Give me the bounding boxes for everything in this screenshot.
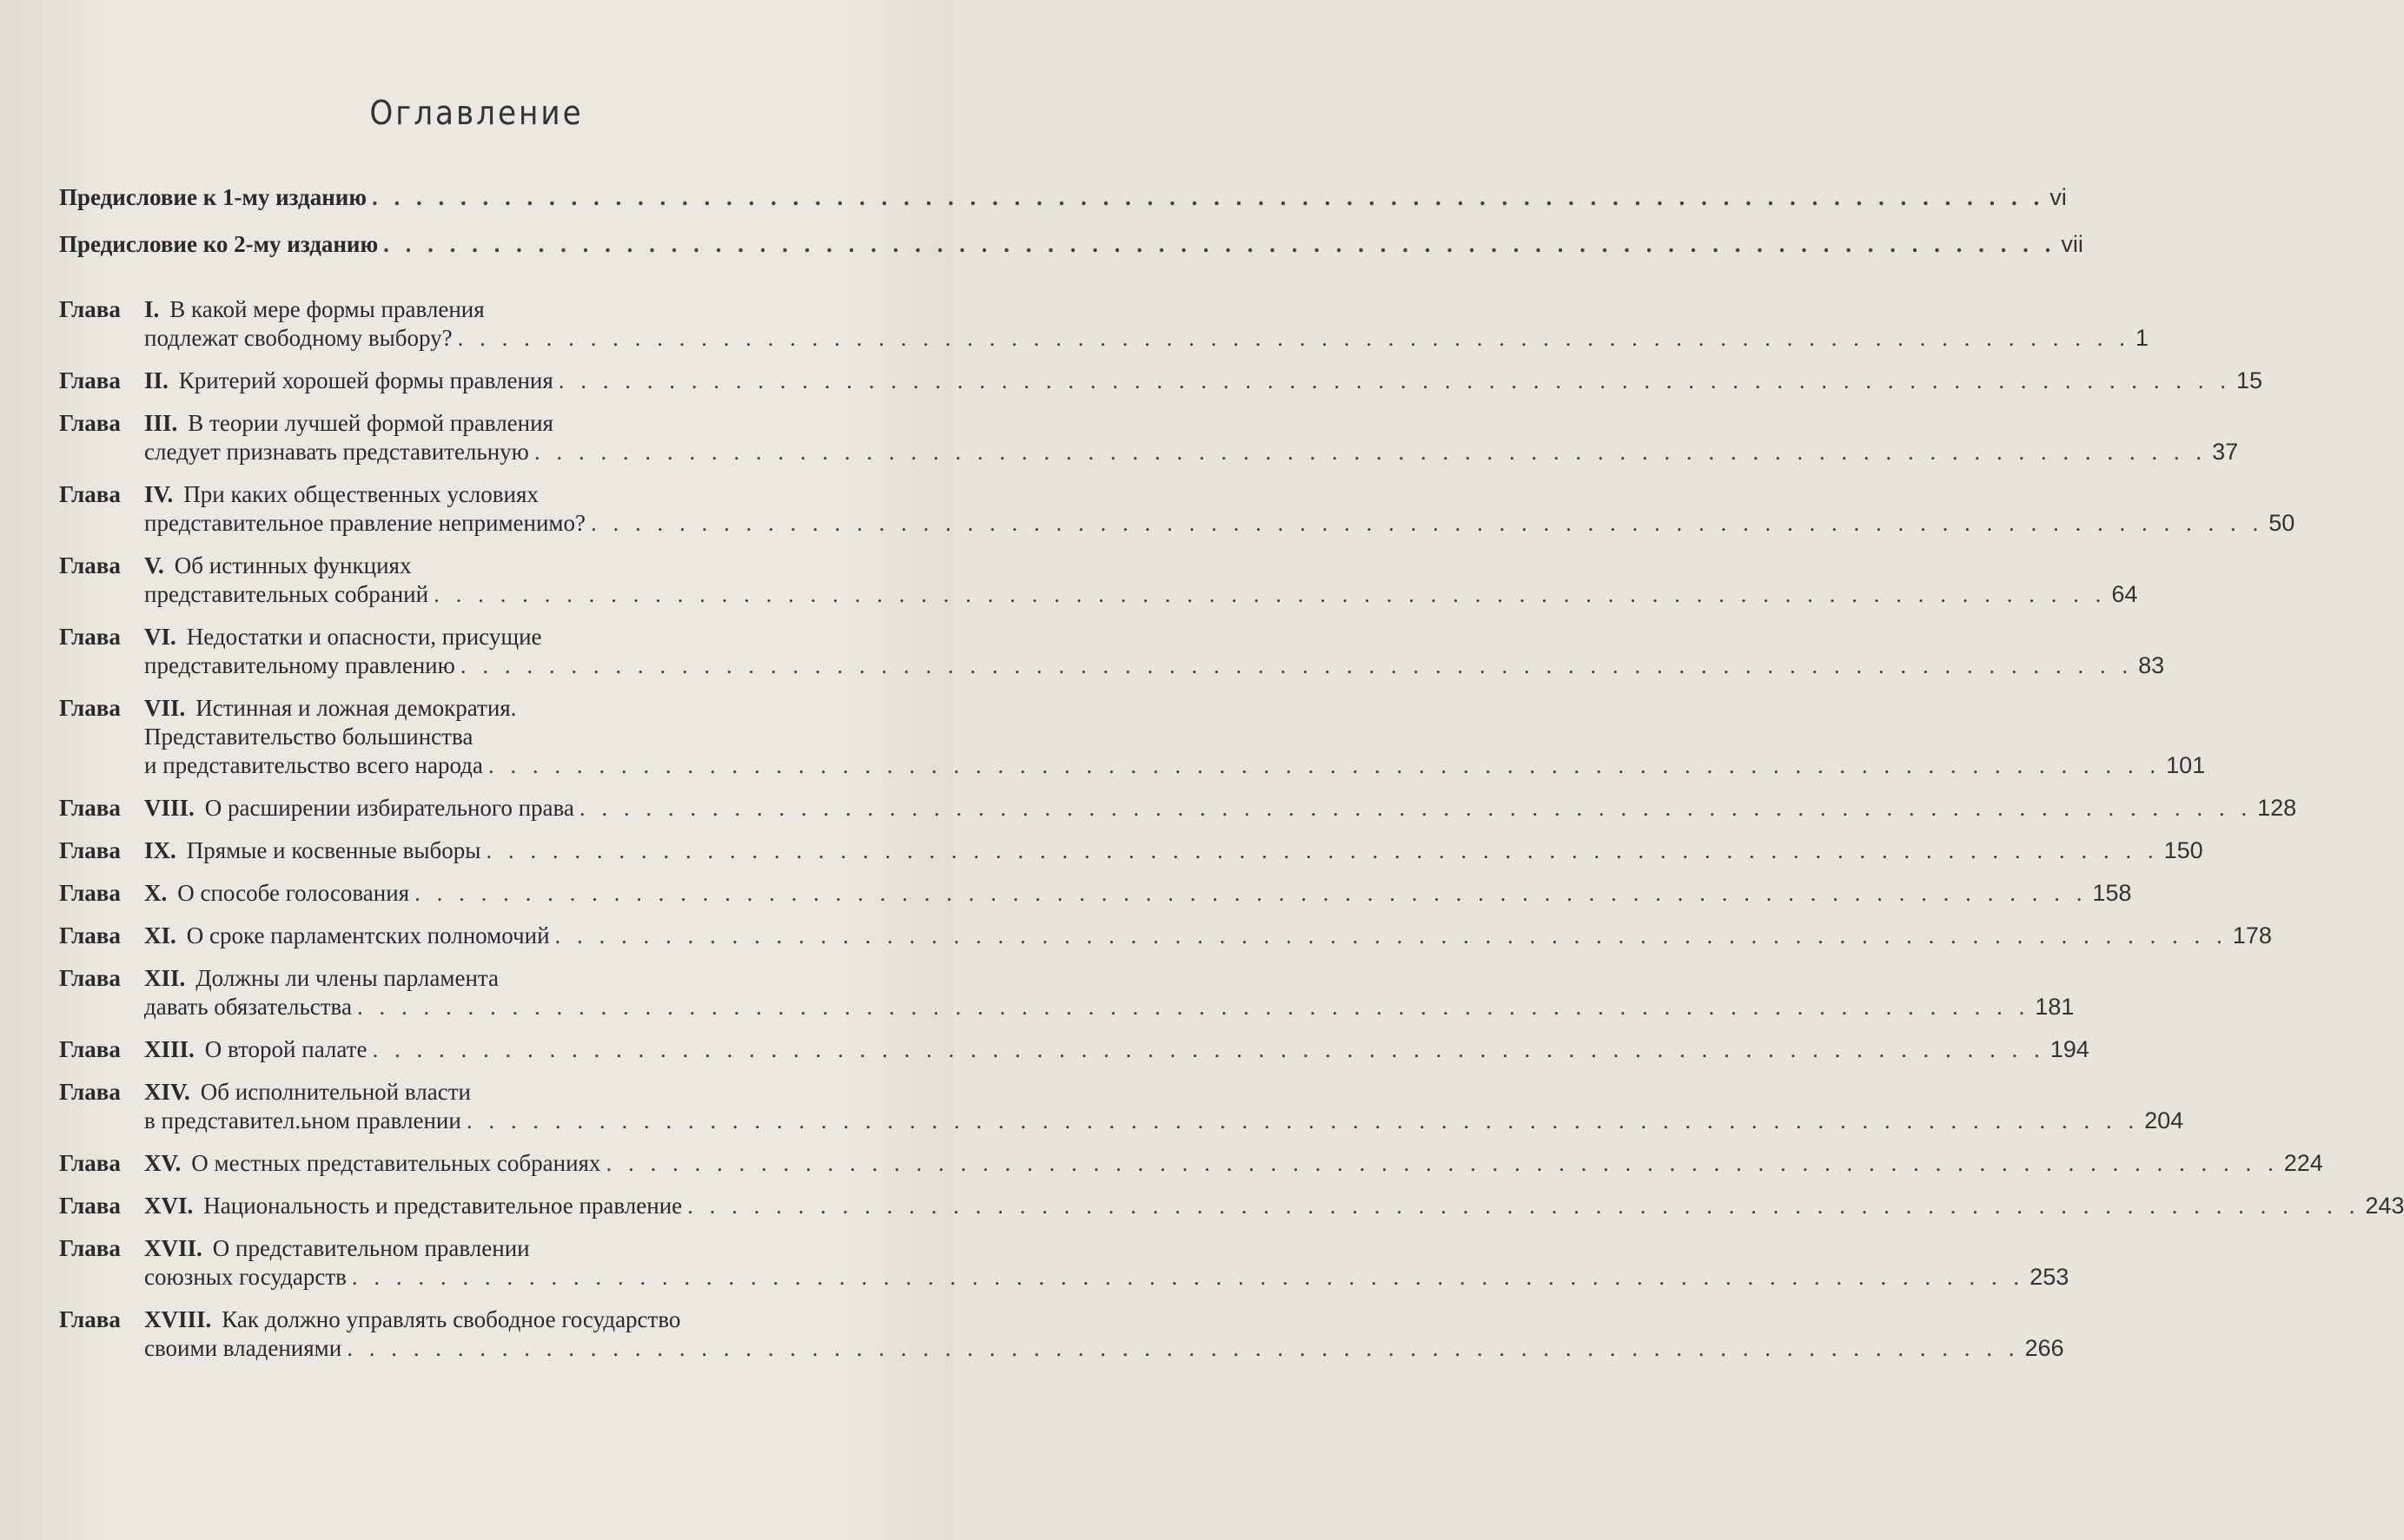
toc-entry-chapter[interactable] (59, 1305, 2064, 1363)
toc-entry-chapter[interactable] (59, 1149, 2323, 1178)
title-line (144, 1334, 2064, 1363)
entry-title: Предисловие ко 2-му изданию (59, 231, 379, 257)
title-line (144, 1107, 2184, 1135)
leader-dots (591, 509, 2263, 538)
chapter-label: Глава (59, 1235, 121, 1261)
chapter-number: I. (144, 296, 160, 322)
entry-title: Прямые и косвенные выборы (186, 837, 481, 863)
title-continuation (144, 509, 2295, 538)
chapter-number: X. (144, 880, 168, 906)
page-number: vii (2061, 231, 2083, 257)
title-line (144, 580, 2138, 609)
page-number: 150 (2163, 837, 2203, 863)
entry-title: Недостатки и опасности, присущие (186, 624, 542, 650)
toc-entry-chapter[interactable] (59, 409, 2239, 466)
chapter-label: Глава (59, 481, 121, 507)
chapter-label: Глава (59, 1079, 121, 1105)
title-continuation (144, 438, 2239, 466)
entry-title: своими владениями (144, 1335, 342, 1361)
leader-dots (534, 438, 2207, 466)
leader-dots (458, 324, 2130, 353)
entry-title: Как должно управлять свободное государство (222, 1306, 681, 1332)
title-line (144, 651, 2165, 680)
chapter-number: XI. (144, 922, 176, 948)
page-number: 266 (2024, 1335, 2064, 1361)
toc-entry-chapter[interactable] (59, 1192, 2404, 1220)
chapter-label: Глава (59, 1306, 121, 1332)
title-continuation (144, 723, 2206, 780)
title-continuation (144, 651, 2165, 680)
entry-title: Истинная и ложная демократия. (195, 695, 517, 721)
chapter-label: Глава (59, 410, 121, 436)
title-line (203, 1192, 2404, 1220)
leader-dots (357, 993, 2030, 1021)
leader-dots (579, 794, 2252, 823)
entry-title: подлежат свободному выбору? (144, 325, 453, 351)
entry-title: О сроке парламентских полномочий (186, 922, 550, 948)
leader-dots (606, 1149, 2278, 1178)
chapter-number: VI. (144, 624, 176, 650)
chapter-number: XIV. (144, 1079, 190, 1105)
entry-title: Национальность и представительное правление (203, 1193, 683, 1219)
toc-entry-chapter[interactable] (59, 623, 2165, 680)
entry-title: О местных представительных собраниях (191, 1150, 601, 1176)
entry-title: Об истинных функциях (174, 552, 412, 578)
leader-dots (559, 367, 2231, 395)
page-number: 224 (2283, 1150, 2323, 1176)
leader-dots (555, 922, 2228, 950)
leader-dots (372, 1035, 2044, 1064)
title-continuation (144, 324, 2149, 353)
toc-entry-preface[interactable] (59, 184, 2067, 231)
entry-title: О расширении избирательного права (204, 795, 574, 821)
toc-entry-chapter[interactable] (59, 836, 2203, 865)
table-of-contents (59, 184, 2404, 1363)
leader-dots (488, 751, 2161, 780)
leader-dots (372, 184, 2044, 211)
chapter-label: Глава (59, 695, 121, 721)
chapter-number: XVII. (144, 1235, 202, 1261)
chapter-label: Глава (59, 1193, 121, 1219)
entry-title: и представительство всего народа (144, 752, 483, 778)
page-number: 204 (2144, 1107, 2184, 1134)
page-number: 83 (2138, 652, 2165, 678)
chapter-number: IX. (144, 837, 176, 863)
leader-dots (347, 1334, 2019, 1363)
chapter-label: Глава (59, 837, 121, 863)
title-line (144, 993, 2075, 1021)
title-continuation (144, 1334, 2064, 1363)
chapter-label: Глава (59, 296, 121, 322)
chapter-label: Глава (59, 624, 121, 650)
title-continuation (144, 993, 2075, 1021)
title-line (144, 1263, 2070, 1292)
chapter-label: Глава (59, 880, 121, 906)
chapter-number: VIII. (144, 795, 195, 821)
title-continuation (144, 580, 2138, 609)
toc-entry-chapter[interactable] (59, 367, 2263, 395)
entry-title: следует признавать представительную (144, 439, 529, 465)
entry-title: О способе голосования (177, 880, 410, 906)
entry-title: Представительство большинства (144, 724, 474, 750)
chapter-number: XV. (144, 1150, 182, 1176)
chapter-label: Глава (59, 795, 121, 821)
title-line (177, 879, 2131, 908)
chapter-number: XIII. (144, 1036, 195, 1062)
title-line (179, 367, 2262, 395)
page-number: 253 (2030, 1264, 2070, 1290)
leader-dots (352, 1263, 2024, 1292)
title-line (205, 1035, 2089, 1064)
title-line (144, 438, 2239, 466)
chapter-label: Глава (59, 1036, 121, 1062)
entry-title: представительному правлению (144, 652, 455, 678)
leader-dots (460, 651, 2133, 680)
entry-title: Предисловие к 1-му изданию (59, 184, 367, 210)
toc-entry-chapter[interactable] (59, 1234, 2070, 1292)
page-number: 158 (2092, 880, 2132, 906)
toc-entry-chapter[interactable] (59, 794, 2297, 823)
title-line (205, 794, 2296, 823)
page-number: vi (2050, 184, 2067, 210)
entry-title: представительных собраний (144, 581, 429, 607)
leader-dots (414, 879, 2087, 908)
page-number: 128 (2257, 795, 2297, 821)
page-number: 37 (2212, 439, 2239, 465)
entry-title: В теории лучшей формой правления (188, 410, 553, 436)
chapter-number: II. (144, 367, 169, 393)
leader-dots (486, 836, 2158, 865)
toc-entry-preface[interactable] (59, 231, 2083, 278)
page-title: Оглавление (369, 94, 584, 132)
toc-entry-chapter[interactable] (59, 1078, 2184, 1135)
leader-dots (383, 231, 2056, 258)
chapter-label: Глава (59, 1150, 121, 1176)
chapter-number: XVIII. (144, 1306, 212, 1332)
toc-entry-chapter[interactable] (59, 295, 2149, 353)
entry-title: союзных государств (144, 1264, 347, 1290)
entry-title: При каких общественных условиях (183, 481, 539, 507)
page-number: 181 (2035, 994, 2075, 1020)
page-number: 178 (2232, 922, 2272, 948)
title-line (187, 922, 2272, 950)
chapter-label: Глава (59, 922, 121, 948)
chapter-label: Глава (59, 367, 121, 393)
toc-entry-chapter[interactable] (59, 879, 2132, 908)
title-line (191, 1149, 2322, 1178)
leader-dots (434, 580, 2106, 609)
toc-entry-chapter[interactable] (59, 1035, 2089, 1064)
leader-dots (687, 1192, 2360, 1220)
page-number: 101 (2166, 752, 2206, 778)
entry-title: О второй палате (204, 1036, 368, 1062)
leader-dots (467, 1107, 2139, 1135)
chapter-number: V. (144, 552, 164, 578)
page-number: 194 (2050, 1036, 2089, 1062)
page-number: 64 (2111, 581, 2138, 607)
entry-title: представительное правление неприменимо? (144, 510, 586, 536)
entry-title: Должны ли члены парламента (195, 965, 500, 991)
chapter-number: XII. (144, 965, 186, 991)
chapter-number: III. (144, 410, 178, 436)
title-line (144, 324, 2149, 353)
entry-title: Об исполнительной власти (200, 1079, 471, 1105)
toc-entry-chapter[interactable] (59, 922, 2272, 950)
chapter-label: Глава (59, 965, 121, 991)
toc-entry-chapter[interactable] (59, 480, 2295, 538)
title-continuation (144, 1107, 2184, 1135)
entry-title: В какой мере формы правления (169, 296, 485, 322)
toc-entry-chapter[interactable] (59, 964, 2075, 1021)
chapter-number: VII. (144, 695, 186, 721)
page-number: 50 (2268, 510, 2295, 536)
title-continuation (144, 1263, 2070, 1292)
page-number: 15 (2236, 367, 2263, 393)
chapter-number: XVI. (144, 1193, 194, 1219)
entry-title: давать обязательства (144, 994, 352, 1020)
entry-title: в представител.ьном правлении (144, 1107, 461, 1134)
chapter-number: IV. (144, 481, 174, 507)
title-line (144, 751, 2206, 780)
toc-entry-chapter[interactable] (59, 552, 2138, 609)
page-number: 1 (2135, 325, 2149, 351)
page-number: 243 (2365, 1193, 2404, 1219)
title-line (144, 509, 2295, 538)
chapter-label: Глава (59, 552, 121, 578)
title-line (187, 836, 2203, 865)
entry-title: Критерий хорошей формы правления (178, 367, 553, 393)
toc-entry-chapter[interactable] (59, 694, 2206, 780)
entry-title: О представительном правлении (212, 1235, 530, 1261)
